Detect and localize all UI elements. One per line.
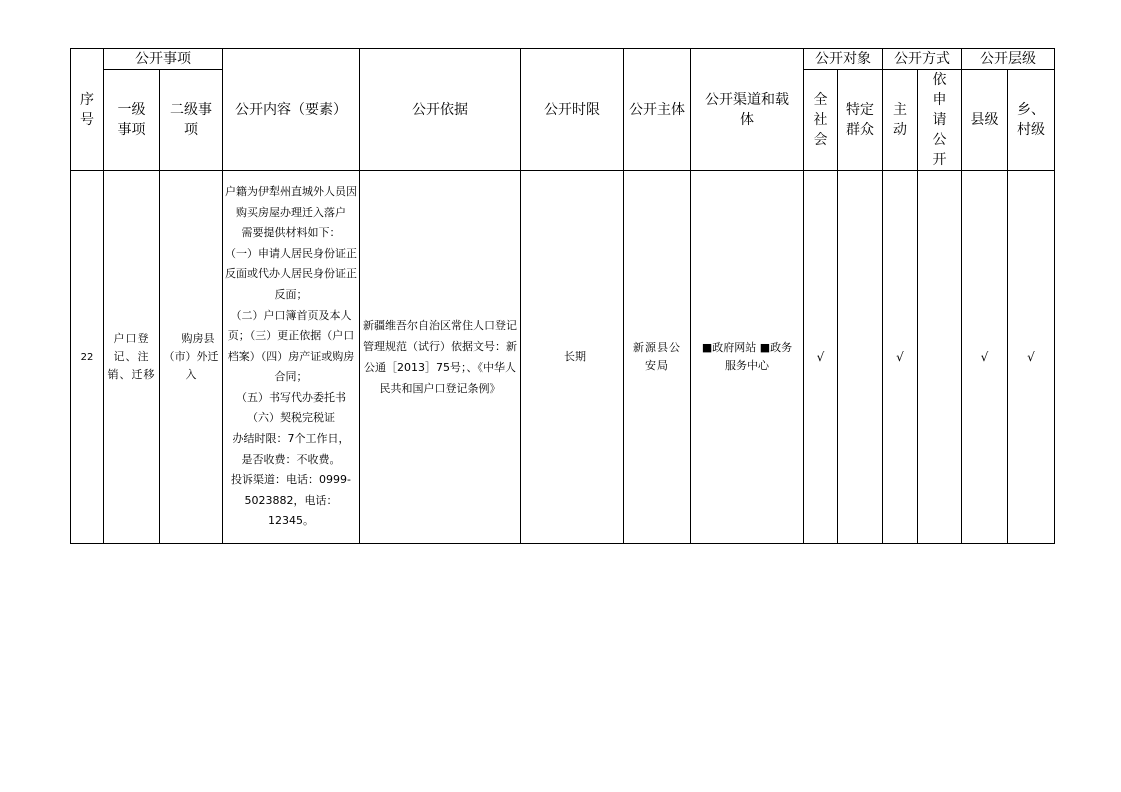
header-level-group: 公开层级 bbox=[962, 49, 1055, 70]
header-level2: 二级事项 bbox=[160, 70, 223, 171]
table-row bbox=[71, 171, 1055, 544]
cell-specific-group bbox=[838, 171, 883, 544]
cell-content bbox=[223, 171, 360, 544]
cell-subject: 新源县公安局 bbox=[624, 171, 691, 544]
header-proactive: 主动 bbox=[883, 70, 918, 171]
content-line: 办结时限：7个工作日， bbox=[232, 432, 350, 446]
cell-level2: 购房县（市）外迁入 bbox=[160, 171, 223, 544]
content-line: （一）申请人居民身份证正反面或代办人居民身份证正反面； bbox=[225, 246, 357, 301]
header-whole-society: 全社会 bbox=[804, 70, 838, 171]
header-target-group: 公开对象 bbox=[804, 49, 883, 70]
cell-channel: ■政府网站 ■政务服务中心 bbox=[691, 171, 804, 544]
header-basis: 公开依据 bbox=[360, 49, 521, 171]
content-line: 是否收费：不收费。 bbox=[241, 452, 341, 466]
header-method-group: 公开方式 bbox=[883, 49, 962, 70]
disclosure-table bbox=[70, 48, 1055, 544]
header-subject: 公开主体 bbox=[624, 49, 691, 171]
header-content: 公开内容（要素） bbox=[223, 49, 360, 171]
cell-seq: 22 bbox=[71, 171, 104, 544]
content-line: 投诉渠道：电话：0999-5023882，电话：12345。 bbox=[231, 473, 351, 528]
header-level1: 一级事项 bbox=[104, 70, 160, 171]
header-county: 县级 bbox=[962, 70, 1008, 171]
content-line: （五）书写代办委托书 bbox=[236, 390, 346, 404]
cell-basis: 新疆维吾尔自治区常住人口登记管理规范（试行）依据文号：新公通［2013］75号；、《中华人民共和国户口登记条例》 bbox=[360, 171, 521, 544]
content-line: （二）户口簿首页及本人页；（三）更正依据（户口档案）（四）房产证或购房合同； bbox=[227, 308, 355, 384]
cell-township: √ bbox=[1008, 171, 1055, 544]
cell-proactive: √ bbox=[883, 171, 918, 544]
cell-on-request bbox=[918, 171, 962, 544]
cell-time-limit: 长期 bbox=[521, 171, 624, 544]
cell-county: √ bbox=[962, 171, 1008, 544]
cell-level1: 户口登记、注销、迁移 bbox=[104, 171, 160, 544]
content-line: 需要提供材料如下： bbox=[241, 226, 341, 240]
header-seq: 序号 bbox=[71, 49, 104, 171]
header-channel: 公开渠道和载体 bbox=[691, 49, 804, 171]
header-items-group: 公开事项 bbox=[104, 49, 223, 70]
header-on-request: 依申请公开 bbox=[918, 70, 962, 171]
cell-whole-society: √ bbox=[804, 171, 838, 544]
header-time-limit: 公开时限 bbox=[521, 49, 624, 171]
header-township: 乡、村级 bbox=[1008, 70, 1055, 171]
content-line: （六）契税完税证 bbox=[247, 411, 335, 425]
content-line: 户籍为伊犁州直城外人员因购买房屋办理迁入落户 bbox=[225, 184, 357, 219]
header-specific-group: 特定群众 bbox=[838, 70, 883, 171]
